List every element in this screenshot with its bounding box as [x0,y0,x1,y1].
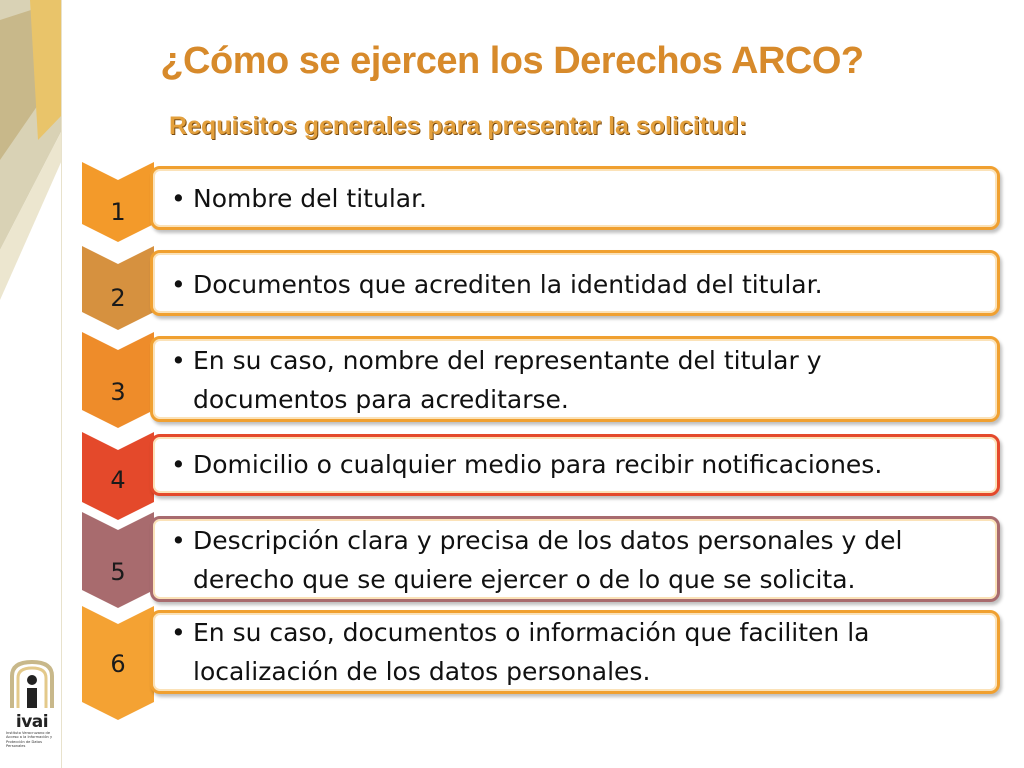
slide-subtitle: Requisitos generales para presentar la solicitud: [169,112,747,140]
step-4-text: Domicilio o cualquier medio para recibir notificaciones. [193,450,883,479]
ivai-logo [6,658,58,749]
step-2-box [150,250,1000,316]
logo-word: ivai [15,712,49,732]
step-6-item [171,613,977,691]
step-5-number: 5 [110,558,126,586]
logo-caption: Instituto Veracruzano de Acceso a la Información y Protección de Datos Personales [6,731,53,749]
step-1 [82,162,1000,242]
bullet-icon: • [171,526,186,555]
bullet-icon: • [171,618,186,647]
step-3-text: En su caso, nombre del representante del titular y documentos para acreditarse. [193,346,822,414]
step-3-number: 3 [110,378,126,406]
step-4-item [171,445,977,484]
step-2-item [171,265,977,304]
step-6-text: En su caso, documentos o información que faciliten la localización de los datos personales. [193,618,870,686]
slide-title: ¿Cómo se ejercen los Derechos ARCO? [160,40,864,82]
step-4-box [150,434,1000,496]
step-1-text: Nombre del titular. [193,184,428,213]
bullet-icon: • [171,346,186,375]
step-4-number: 4 [110,466,126,494]
ivai-logo-icon [6,658,58,710]
step-5-item [171,521,977,599]
step-1-box [150,166,1000,230]
step-3 [82,332,1000,428]
step-4 [82,432,1000,520]
step-5 [82,512,1000,608]
step-1-item [171,179,977,218]
step-3-item [171,341,977,419]
step-6 [82,606,1000,720]
step-6-box [150,610,1000,694]
step-2-number: 2 [110,284,126,312]
step-2 [82,246,1000,330]
step-6-number: 6 [110,650,126,678]
step-2-text: Documentos que acrediten la identidad del titular. [193,270,823,299]
bullet-icon: • [171,184,186,213]
step-5-text: Descripción clara y precisa de los datos personales y del derecho que se quiere ejercer o de lo que se solicita. [193,526,903,594]
step-3-box [150,336,1000,422]
bullet-icon: • [171,450,186,479]
step-5-box [150,516,1000,602]
bullet-icon: • [171,270,186,299]
step-1-number: 1 [110,198,126,226]
